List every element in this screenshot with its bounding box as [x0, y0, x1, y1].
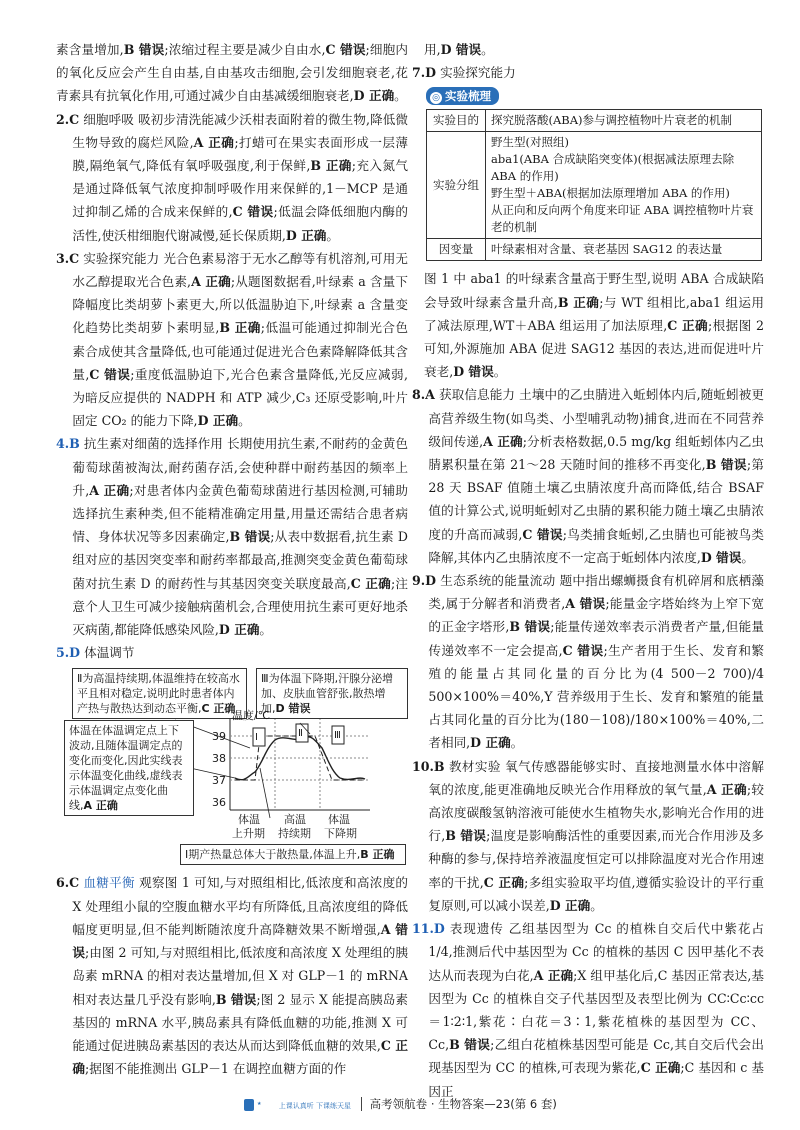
- q1-continuation: 素含量增加,B 错误;浓缩过程主要是减少自由水,C 错误;细胞内的氧化反应会产生自由基,自由基攻击细胞,会引发细胞衰老,花青素具有抗氧化作用,可通过减少自由基减缓细胞衰老,D 正确。: [56, 42, 408, 104]
- annotation-curves: 体温在体温调定点上下波动,且随体温调定点的变化而变化,因此实线表示体温变化曲线,虚线表示体温调定点变化曲线,A 正确: [64, 720, 194, 816]
- annotation-phase-2: Ⅱ为高温持续期,体温维持在较高水平且相对稳定,说明此时患者体内产热与散热达到动态平衡,C 正确: [72, 668, 247, 719]
- x-label: 体温: [328, 813, 350, 827]
- experiment-summary-badge: ◎ 实验梳理: [426, 87, 499, 105]
- table-header-cell: 因变量: [427, 239, 486, 261]
- body-temperature-diagram: [69, 668, 410, 841]
- table-row: [427, 132, 762, 239]
- table-header-cell: 实验分组: [427, 132, 486, 239]
- answer-6: 6.C 血糖平衡 观察图 1 可知,与对照组相比,低浓度和高浓度的 X 处理组小鼠的空腹血糖水平均有所降低,且高浓度组的降低幅度更明显,但不能判断随浓度升高降糖效果不断增强,A 错误;由图 2 可知,与对照组相比,低浓度和高浓度 X 处理组的胰岛素 mRNA 的相对表达量增加,但 X 对 GLP－1 的 mRNA 相对表达量几乎没有影响,B 错误;图 2 显示 X 能提高胰岛素基因的 mRNA 水平,胰岛素具有降低血糖的功能,推测 X 可能通过促进胰岛素基因的表达从而达到降低血糖的效果,C 正确;据图不能推测出 GLP－1 在调控血糖方面的作: [56, 875, 409, 1077]
- q6-continuation: 用,D 错误。: [424, 42, 494, 57]
- x-label: 高温: [284, 813, 306, 827]
- answer-7-text: 图 1 中 aba1 的叶绿素含量高于野生型,说明 ABA 合成缺陷会导致叶绿素含量升高,B 正确;与 WT 组相比,aba1 组运用了减法原理,WT＋ABA 组运用了加法原理,C 正确;根据图 2 可知,外源施加 ABA 促进 SAG12 基因的表达,进而促进叶片衰老,D 错误。: [424, 271, 764, 380]
- table-header-cell: 实验目的: [427, 110, 486, 132]
- answer-3: 3.C 实验探究能力 光合色素易溶于无水乙醇等有机溶剂,可用无水乙醇提取光合色素,A 正确;从题图数据看,叶绿素 a 含量下降幅度比类胡萝卜素更大,所以低温胁迫下,叶绿素 a 含量变化趋势比类胡萝卜素明显,B 正确;低温可能通过抑制光合色素合成使其含量降低,也可能通过促进光合色素降解降低其含量,C 错误;重度低温胁迫下,光合色素含量降低,光反应减弱,为暗反应提供的 NADPH 和 ATP 减少,C₃ 还原受影响,叶片固定 CO₂ 的能力下降,D 正确。: [56, 250, 409, 429]
- phase-label: Ⅰ: [255, 732, 258, 744]
- table-cell: 探究脱落酸(ABA)参与调控植物叶片衰老的机制: [486, 110, 762, 132]
- y-tick-label: 36: [212, 796, 226, 810]
- y-axis-label: 温度/℃: [232, 709, 271, 723]
- answer-4: 4.B 抗生素对细菌的选择作用 长期使用抗生素,不耐药的金黄色葡萄球菌被淘汰,耐药菌存活,会使种群中耐药基因的频率上升,A 正确;对患者体内金黄色葡萄球菌进行基因检测,可辅助选择抗生素种类,但不能精准确定用量,用量还需结合患者病情、身体状况等多因素确定,B 错误;从表中数据看,抗生素 D 组对应的基因突变率和耐药率都最高,推测突变金黄色葡萄球菌对抗生素 D 的耐药性与其基因突变关联度最高,C 正确;注意个人卫生可减少接触病菌机会,合理使用抗生素可更好地杀灭病菌,都能降低感染风险,D 正确。: [56, 436, 409, 638]
- x-label: 上升期: [232, 827, 265, 841]
- y-tick-label: 39: [212, 730, 226, 744]
- x-label: 持续期: [278, 827, 311, 841]
- logo-text: 上课认真听 下课练天星: [278, 1102, 352, 1110]
- answer-5: 5.D 体温调节: [56, 645, 135, 661]
- answer-9: 9.D 生态系统的能量流动 题中指出螺蛳摄食有机碎屑和底栖藻类,属于分解者和消费者,A 错误;能量金字塔始终为上窄下宽的正金字塔形,B 错误;能量传递效率表示消费者产量,但能量传递效率不一定会提高,C 错误;生产者用于生长、发育和繁殖的能量占其同化量的百分比为(4 500－2 700)/4 500×100%＝40%,Y 营养级用于生长、发育和繁殖的能量占其同化量的百分比为(180－108)/180×100%＝40%,二者相同,D 正确。: [412, 573, 764, 751]
- y-tick-label: 37: [212, 774, 226, 788]
- x-label: 体温: [238, 813, 260, 827]
- y-tick-label: 38: [212, 752, 226, 766]
- phase-label: Ⅲ: [334, 730, 341, 742]
- experiment-table: [426, 109, 762, 261]
- right-column: [412, 38, 764, 1103]
- table-row: [427, 239, 762, 261]
- footer-title: 高考领航卷 · 生物答案—23(第 6 套): [361, 1097, 557, 1111]
- answer-10: 10.B 教材实验 氧气传感器能够实时、直接地测量水体中溶解氧的浓度,能更准确地反映光合作用释放的氧气量,A 正确;较高浓度碳酸氢钠溶液可能使水生植物失水,影响光合作用的进行,B 错误;温度是影响酶活性的重要因素,而光合作用涉及多种酶的参与,保持培养液温度恒定可以排除温度对光合作用速率的干扰,C 正确;多组实验取平均值,遵循实验设计的平行重复原则,可以减小误差,D 正确。: [412, 758, 764, 913]
- answer-8: 8.A 获取信息能力 土壤中的乙虫腈进入蚯蚓体内后,随蚯蚓被更高营养级生物(如鸟类、小型哺乳动物)捕食,进而在不同营养级间传递,A 正确;分析表格数据,0.5 mg/kg 组蚯蚓体内乙虫腈累积量在第 21～28 天随时间的推移不再变化,B 错误;第 28 天 BSAF 值随土壤乙虫腈浓度升高而降低,结合 BSAF 值的计算公式,说明蚯蚓对乙虫腈的累积能力随土壤乙虫腈浓度的升高而减弱,C 错误;鸟类捕食蚯蚓,乙虫腈也可能被鸟类降解,其体内乙虫腈浓度不一定高于蚯蚓体内浓度,D 错误。: [412, 387, 764, 565]
- annotation-phase-1: Ⅰ期产热量总体大于散热量,体温上升,B 正确: [180, 844, 406, 865]
- answer-7: 7.D 实验探究能力: [412, 65, 516, 81]
- answer-2: 2.C 细胞呼吸 吸初步清洗能减少沃柑表面附着的微生物,降低微生物导致的腐烂风险,A 正确;打蜡可在果实表面形成一层薄膜,隔绝氧气,降低有氧呼吸强度,利于保鲜,B 正确;充入氮气是通过降低氧气浓度抑制呼吸作用来保鲜的,1－MCP 是通过抑制乙烯的合成来保鲜的,C 错误;低温会降低细胞内酶的活性,使沃柑细胞代谢减慢,延长保质期,D 正确。: [56, 111, 409, 243]
- answer-11: 11.D 表现遗传 乙组基因型为 Cc 的植株自交后代中紫花占 1/4,推测后代中基因型为 Cc 的植株的基因 C 因甲基化不表达从而表现为白花,A 正确;X 组甲基化后,C 基因正常表达,基因型为 Cc 的植株自交子代基因型及表型比例为 CC∶Cc∶cc＝1∶2∶1,紫花∶白花＝3∶1,紫花植株的基因型为 CC、Cc,B 错误;乙组白花植株基因型可能是 Cc,其自交后代会出现基因型为 CC 的植株,可表现为紫花,C 正确;C 基因和 c 基因正: [412, 921, 764, 1099]
- publisher-logo-icon: [243, 1097, 271, 1113]
- page-footer: [0, 1096, 800, 1113]
- badge-icon: ◎: [430, 92, 442, 104]
- table-cell: 叶绿素相对含量、衰老基因 SAG12 的表达量: [486, 239, 762, 261]
- table-row: [427, 110, 762, 132]
- table-cell: 野生型(对照组) aba1(ABA 合成缺陷突变体)(根据减法原理去除 ABA 的作用) 野生型＋ABA(根据加法原理增加 ABA 的作用) 从正向和反向两个角度来印证 ABA 调控植物叶片衰老的机制: [486, 132, 762, 239]
- svg-text:★: ★: [257, 1100, 262, 1107]
- x-label: 下降期: [324, 827, 357, 841]
- phase-label: Ⅱ: [298, 728, 303, 740]
- annotation-phase-3: Ⅲ为体温下降期,汗腺分泌增加、皮肤血管舒张,散热增加,D 错误: [256, 668, 408, 719]
- left-column: [56, 38, 408, 1080]
